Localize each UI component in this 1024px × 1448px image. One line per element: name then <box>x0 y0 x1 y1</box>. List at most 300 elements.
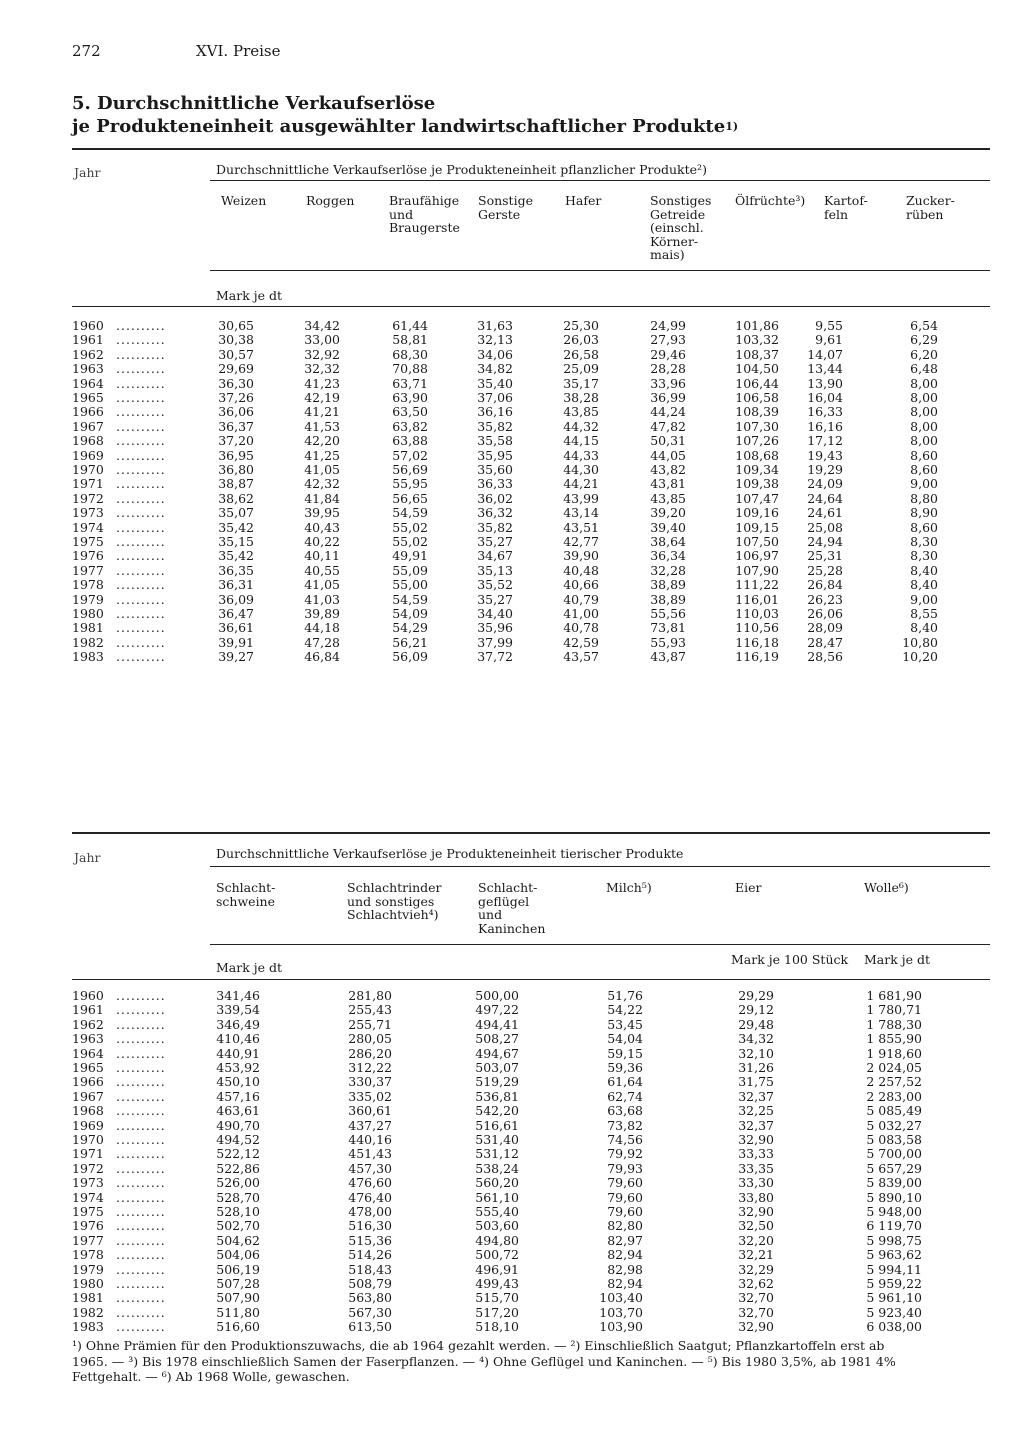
value-cell: 37,99 <box>477 634 513 650</box>
t2-row <box>72 1161 990 1176</box>
year-cell: 1978 <box>72 1247 104 1263</box>
table-title-line1: 5. Durchschnittliche Verkaufserlöse <box>72 93 436 114</box>
value-cell: 106,97 <box>735 548 779 564</box>
t1-colhead-7 <box>824 194 868 221</box>
year-cell: 1975 <box>72 534 104 549</box>
t1-row <box>72 476 990 491</box>
leader-dots: .......... <box>116 390 166 405</box>
leader-dots: .......... <box>116 1175 166 1191</box>
value-cell: 36,47 <box>218 606 254 621</box>
value-cell: 5 890,10 <box>866 1189 922 1205</box>
value-cell: 28,56 <box>807 649 843 665</box>
value-cell: 101,86 <box>735 318 779 333</box>
value-cell: 28,28 <box>650 361 686 377</box>
t1-row <box>72 505 990 520</box>
colhead-line: Schlachtrinder <box>347 880 442 895</box>
value-cell: 107,47 <box>735 490 779 506</box>
colhead-line: feln <box>824 206 849 222</box>
t1-row <box>72 404 990 419</box>
value-cell: 341,46 <box>216 988 260 1003</box>
year-cell: 1977 <box>72 562 104 578</box>
value-cell: 26,03 <box>563 332 599 348</box>
value-cell: 35,96 <box>477 620 513 636</box>
colhead-line: Weizen <box>221 193 267 208</box>
colhead-line: geflügel <box>478 893 530 909</box>
year-cell: 1979 <box>72 1261 104 1277</box>
value-cell: 360,61 <box>348 1103 392 1119</box>
value-cell: 27,93 <box>650 332 686 348</box>
t1-row <box>72 548 990 563</box>
value-cell: 39,40 <box>650 519 686 535</box>
value-cell: 33,00 <box>304 332 340 348</box>
value-cell: 516,30 <box>348 1218 392 1234</box>
leader-dots: .......... <box>116 1074 166 1090</box>
value-cell: 108,37 <box>735 346 779 362</box>
value-cell: 43,81 <box>650 476 686 492</box>
value-cell: 6,29 <box>910 332 938 348</box>
value-cell: 79,60 <box>607 1175 643 1191</box>
value-cell: 32,37 <box>738 1117 774 1133</box>
footnote-line-2: 1965. — ³) Bis 1978 einschließlich Samen der Faserpflanzen. — ⁴) Ohne Geflügel und Kaninchen. — ⁵) Bis 1980 3,5%, ab 1981 4% <box>72 1353 896 1369</box>
leader-dots: .......... <box>116 988 166 1003</box>
year-cell: 1964 <box>72 1045 104 1061</box>
value-cell: 504,06 <box>216 1247 260 1263</box>
value-cell: 8,00 <box>910 404 938 420</box>
value-cell: 32,32 <box>304 361 340 377</box>
t2-row <box>72 1089 990 1104</box>
value-cell: 107,50 <box>735 534 779 549</box>
value-cell: 34,82 <box>477 361 513 377</box>
value-cell: 82,80 <box>607 1218 643 1234</box>
table2-group-rule <box>210 866 990 867</box>
value-cell: 55,02 <box>392 519 428 535</box>
value-cell: 1 780,71 <box>866 1002 922 1018</box>
value-cell: 44,24 <box>650 404 686 420</box>
value-cell: 536,81 <box>475 1088 519 1104</box>
value-cell: 25,28 <box>807 562 843 578</box>
value-cell: 494,67 <box>475 1045 519 1061</box>
t1-colhead-3 <box>478 194 533 221</box>
value-cell: 39,89 <box>304 606 340 621</box>
value-cell: 33,96 <box>650 375 686 391</box>
value-cell: 538,24 <box>475 1160 519 1176</box>
value-cell: 494,52 <box>216 1132 260 1147</box>
year-cell: 1961 <box>72 1002 104 1018</box>
value-cell: 55,09 <box>392 562 428 578</box>
value-cell: 55,00 <box>392 577 428 593</box>
value-cell: 507,90 <box>216 1290 260 1306</box>
value-cell: 56,21 <box>392 634 428 650</box>
leader-dots: .......... <box>116 418 166 434</box>
value-cell: 32,70 <box>738 1304 774 1320</box>
value-cell: 31,75 <box>738 1074 774 1090</box>
value-cell: 82,94 <box>607 1276 643 1291</box>
value-cell: 514,26 <box>348 1247 392 1263</box>
value-cell: 58,81 <box>392 332 428 348</box>
footnote-ref-1: 1) <box>725 120 739 133</box>
value-cell: 542,20 <box>475 1103 519 1119</box>
year-cell: 1979 <box>72 591 104 607</box>
t2-row <box>72 1190 990 1205</box>
year-cell: 1973 <box>72 1175 104 1191</box>
year-cell: 1961 <box>72 332 104 348</box>
value-cell: 116,18 <box>735 634 779 650</box>
colhead-line: Eier <box>735 880 762 895</box>
value-cell: 494,41 <box>475 1016 519 1032</box>
colhead-line: Schlachtvieh⁴) <box>347 907 439 922</box>
value-cell: 36,02 <box>477 490 513 506</box>
t1-row <box>72 390 990 405</box>
value-cell: 41,21 <box>304 404 340 420</box>
year-cell: 1974 <box>72 1189 104 1205</box>
value-cell: 107,26 <box>735 433 779 449</box>
colhead-line: Kaninchen <box>478 920 546 936</box>
value-cell: 9,00 <box>910 591 938 607</box>
value-cell: 70,88 <box>392 361 428 377</box>
year-cell: 1971 <box>72 476 104 492</box>
colhead-line: Körner- <box>650 233 699 249</box>
value-cell: 36,09 <box>218 591 254 607</box>
colhead-line: Gerste <box>478 206 521 222</box>
value-cell: 560,20 <box>475 1175 519 1191</box>
value-cell: 41,00 <box>563 606 599 621</box>
value-cell: 36,33 <box>477 476 513 492</box>
value-cell: 44,05 <box>650 447 686 463</box>
colhead-line: und <box>478 907 503 922</box>
value-cell: 109,15 <box>735 519 779 535</box>
value-cell: 8,60 <box>910 462 938 477</box>
value-cell: 24,94 <box>807 534 843 549</box>
value-cell: 34,67 <box>477 548 513 564</box>
year-cell: 1960 <box>72 318 104 333</box>
value-cell: 9,61 <box>815 332 843 348</box>
value-cell: 499,43 <box>475 1276 519 1291</box>
value-cell: 500,00 <box>475 988 519 1003</box>
value-cell: 36,95 <box>218 447 254 463</box>
value-cell: 116,19 <box>735 649 779 665</box>
value-cell: 28,09 <box>807 620 843 636</box>
value-cell: 47,82 <box>650 418 686 434</box>
value-cell: 497,22 <box>475 1002 519 1018</box>
year-cell: 1983 <box>72 1319 104 1335</box>
table2-unit-main: Mark je dt <box>216 960 283 975</box>
value-cell: 1 918,60 <box>866 1045 922 1061</box>
value-cell: 339,54 <box>216 1002 260 1018</box>
colhead-line: mais) <box>650 247 685 262</box>
t1-colhead-2 <box>389 194 460 235</box>
t2-row <box>72 1218 990 1233</box>
value-cell: 5 032,27 <box>866 1117 922 1133</box>
t1-row <box>72 592 990 607</box>
value-cell: 39,90 <box>563 548 599 564</box>
value-cell: 54,09 <box>392 606 428 621</box>
t1-row <box>72 563 990 578</box>
value-cell: 43,99 <box>563 490 599 506</box>
value-cell: 103,90 <box>599 1319 643 1335</box>
value-cell: 5 839,00 <box>866 1175 922 1191</box>
value-cell: 32,90 <box>738 1319 774 1335</box>
value-cell: 8,80 <box>910 490 938 506</box>
year-cell: 1978 <box>72 577 104 593</box>
value-cell: 37,26 <box>218 390 254 405</box>
value-cell: 32,70 <box>738 1290 774 1306</box>
value-cell: 508,79 <box>348 1276 392 1291</box>
value-cell: 437,27 <box>348 1117 392 1133</box>
t1-row <box>72 376 990 391</box>
leader-dots: .......... <box>116 519 166 535</box>
value-cell: 46,84 <box>304 649 340 665</box>
value-cell: 104,50 <box>735 361 779 377</box>
value-cell: 38,62 <box>218 490 254 506</box>
value-cell: 55,95 <box>392 476 428 492</box>
value-cell: 41,84 <box>304 490 340 506</box>
value-cell: 61,64 <box>607 1074 643 1090</box>
value-cell: 82,98 <box>607 1261 643 1277</box>
value-cell: 63,88 <box>392 433 428 449</box>
value-cell: 42,19 <box>304 390 340 405</box>
value-cell: 17,12 <box>807 433 843 449</box>
value-cell: 74,56 <box>607 1132 643 1147</box>
year-cell: 1968 <box>72 433 104 449</box>
value-cell: 8,40 <box>910 577 938 593</box>
leader-dots: .......... <box>116 577 166 593</box>
t2-row <box>72 1276 990 1291</box>
value-cell: 59,15 <box>607 1045 643 1061</box>
year-cell: 1964 <box>72 375 104 391</box>
leader-dots: .......... <box>116 534 166 549</box>
value-cell: 82,97 <box>607 1232 643 1248</box>
leader-dots: .......... <box>116 1117 166 1133</box>
value-cell: 2 283,00 <box>866 1088 922 1104</box>
value-cell: 32,92 <box>304 346 340 362</box>
t2-row <box>72 1233 990 1248</box>
year-cell: 1970 <box>72 1132 104 1147</box>
t1-colhead-8 <box>906 194 955 221</box>
year-cell: 1974 <box>72 519 104 535</box>
value-cell: 567,30 <box>348 1304 392 1320</box>
value-cell: 25,09 <box>563 361 599 377</box>
value-cell: 34,42 <box>304 318 340 333</box>
leader-dots: .......... <box>116 447 166 463</box>
value-cell: 44,32 <box>563 418 599 434</box>
value-cell: 2 257,52 <box>866 1074 922 1090</box>
value-cell: 5 963,62 <box>866 1247 922 1263</box>
value-cell: 528,70 <box>216 1189 260 1205</box>
value-cell: 25,31 <box>807 548 843 564</box>
t1-row <box>72 433 990 448</box>
value-cell: 56,09 <box>392 649 428 665</box>
value-cell: 35,17 <box>563 375 599 391</box>
value-cell: 518,43 <box>348 1261 392 1277</box>
year-cell: 1976 <box>72 1218 104 1234</box>
value-cell: 38,89 <box>650 591 686 607</box>
colhead-line: Hafer <box>565 193 602 208</box>
value-cell: 37,72 <box>477 649 513 665</box>
leader-dots: .......... <box>116 490 166 506</box>
colhead-line: Getreide <box>650 206 706 222</box>
value-cell: 522,12 <box>216 1146 260 1162</box>
value-cell: 55,02 <box>392 534 428 549</box>
value-cell: 107,90 <box>735 562 779 578</box>
colhead-line: Braufähige <box>389 193 460 208</box>
value-cell: 61,44 <box>392 318 428 333</box>
value-cell: 82,94 <box>607 1247 643 1263</box>
value-cell: 41,25 <box>304 447 340 463</box>
value-cell: 42,32 <box>304 476 340 492</box>
colhead-line: Milch⁵) <box>606 880 652 895</box>
colhead-line: rüben <box>906 206 944 222</box>
t2-colhead-4 <box>735 881 762 895</box>
value-cell: 35,13 <box>477 562 513 578</box>
value-cell: 516,60 <box>216 1319 260 1335</box>
table2-unit-rule <box>72 979 990 980</box>
value-cell: 1 788,30 <box>866 1016 922 1032</box>
value-cell: 517,20 <box>475 1304 519 1320</box>
value-cell: 502,70 <box>216 1218 260 1234</box>
leader-dots: .......... <box>116 1002 166 1018</box>
t1-row <box>72 577 990 592</box>
year-cell: 1967 <box>72 418 104 434</box>
value-cell: 13,90 <box>807 375 843 391</box>
t2-row <box>72 1290 990 1305</box>
leader-dots: .......... <box>116 433 166 449</box>
leader-dots: .......... <box>116 332 166 348</box>
t1-colhead-0 <box>221 194 266 208</box>
t2-row <box>72 1175 990 1190</box>
value-cell: 30,38 <box>218 332 254 348</box>
value-cell: 40,11 <box>304 548 340 564</box>
leader-dots: .......... <box>116 476 166 492</box>
value-cell: 40,48 <box>563 562 599 578</box>
t2-row <box>72 1017 990 1032</box>
value-cell: 42,77 <box>563 534 599 549</box>
table1-group-header: Durchschnittliche Verkaufserlöse je Produkteneinheit pflanzlicher Produkte²) <box>216 162 707 177</box>
value-cell: 2 024,05 <box>866 1060 922 1075</box>
leader-dots: .......... <box>116 1132 166 1147</box>
value-cell: 10,80 <box>902 634 938 650</box>
value-cell: 451,43 <box>348 1146 392 1162</box>
value-cell: 19,43 <box>807 447 843 463</box>
value-cell: 531,40 <box>475 1132 519 1147</box>
value-cell: 5 657,29 <box>866 1160 922 1176</box>
leader-dots: .......... <box>116 1247 166 1263</box>
value-cell: 39,20 <box>650 505 686 521</box>
t1-row <box>72 332 990 347</box>
page-number: 272 <box>72 42 101 60</box>
value-cell: 56,69 <box>392 462 428 477</box>
leader-dots: .......... <box>116 375 166 391</box>
value-cell: 8,60 <box>910 519 938 535</box>
value-cell: 450,10 <box>216 1074 260 1090</box>
leader-dots: .......... <box>116 1290 166 1306</box>
t2-row <box>72 1118 990 1133</box>
value-cell: 68,30 <box>392 346 428 362</box>
t2-row <box>72 1146 990 1161</box>
value-cell: 40,22 <box>304 534 340 549</box>
value-cell: 41,53 <box>304 418 340 434</box>
value-cell: 255,71 <box>348 1016 392 1032</box>
value-cell: 14,07 <box>807 346 843 362</box>
leader-dots: .......... <box>116 1160 166 1176</box>
value-cell: 494,80 <box>475 1232 519 1248</box>
year-cell: 1962 <box>72 1016 104 1032</box>
table-title-line2-text: je Produkteneinheit ausgewählter landwirtschaftlicher Produkte <box>72 116 726 137</box>
value-cell: 32,29 <box>738 1261 774 1277</box>
value-cell: 63,71 <box>392 375 428 391</box>
colhead-line: Sonstige <box>478 193 533 208</box>
value-cell: 35,58 <box>477 433 513 449</box>
value-cell: 24,09 <box>807 476 843 492</box>
value-cell: 29,29 <box>738 988 774 1003</box>
leader-dots: .......... <box>116 1232 166 1248</box>
value-cell: 79,93 <box>607 1160 643 1176</box>
value-cell: 36,99 <box>650 390 686 405</box>
t2-colhead-0 <box>216 881 275 908</box>
value-cell: 28,47 <box>807 634 843 650</box>
table2-group-header: Durchschnittliche Verkaufserlöse je Produkteneinheit tierischer Produkte <box>216 846 684 861</box>
value-cell: 506,19 <box>216 1261 260 1277</box>
value-cell: 34,40 <box>477 606 513 621</box>
value-cell: 35,42 <box>218 548 254 564</box>
value-cell: 32,50 <box>738 1218 774 1234</box>
value-cell: 57,02 <box>392 447 428 463</box>
leader-dots: .......... <box>116 1016 166 1032</box>
value-cell: 35,52 <box>477 577 513 593</box>
value-cell: 79,92 <box>607 1146 643 1162</box>
year-cell: 1967 <box>72 1088 104 1104</box>
value-cell: 335,02 <box>348 1088 392 1104</box>
value-cell: 38,64 <box>650 534 686 549</box>
value-cell: 103,32 <box>735 332 779 348</box>
value-cell: 255,43 <box>348 1002 392 1018</box>
year-cell: 1981 <box>72 1290 104 1306</box>
value-cell: 8,30 <box>910 548 938 564</box>
value-cell: 41,03 <box>304 591 340 607</box>
t1-row <box>72 462 990 477</box>
leader-dots: .......... <box>116 361 166 377</box>
value-cell: 106,44 <box>735 375 779 391</box>
value-cell: 29,46 <box>650 346 686 362</box>
value-cell: 526,00 <box>216 1175 260 1191</box>
value-cell: 107,30 <box>735 418 779 434</box>
t2-row <box>72 1247 990 1262</box>
leader-dots: .......... <box>116 1276 166 1291</box>
value-cell: 37,06 <box>477 390 513 405</box>
year-cell: 1965 <box>72 390 104 405</box>
value-cell: 508,27 <box>475 1031 519 1047</box>
value-cell: 63,68 <box>607 1103 643 1119</box>
value-cell: 43,51 <box>563 519 599 535</box>
year-cell: 1971 <box>72 1146 104 1162</box>
value-cell: 39,91 <box>218 634 254 650</box>
leader-dots: .......... <box>116 634 166 650</box>
value-cell: 34,06 <box>477 346 513 362</box>
t2-row <box>72 1319 990 1334</box>
value-cell: 36,37 <box>218 418 254 434</box>
t2-colhead-5 <box>864 881 909 895</box>
value-cell: 6,48 <box>910 361 938 377</box>
leader-dots: .......... <box>116 505 166 521</box>
value-cell: 44,18 <box>304 620 340 636</box>
t1-colhead-5 <box>650 194 711 262</box>
t1-row <box>72 361 990 376</box>
value-cell: 79,60 <box>607 1189 643 1205</box>
value-cell: 8,00 <box>910 375 938 391</box>
value-cell: 6,20 <box>910 346 938 362</box>
value-cell: 19,29 <box>807 462 843 477</box>
value-cell: 453,92 <box>216 1060 260 1075</box>
year-cell: 1969 <box>72 1117 104 1133</box>
